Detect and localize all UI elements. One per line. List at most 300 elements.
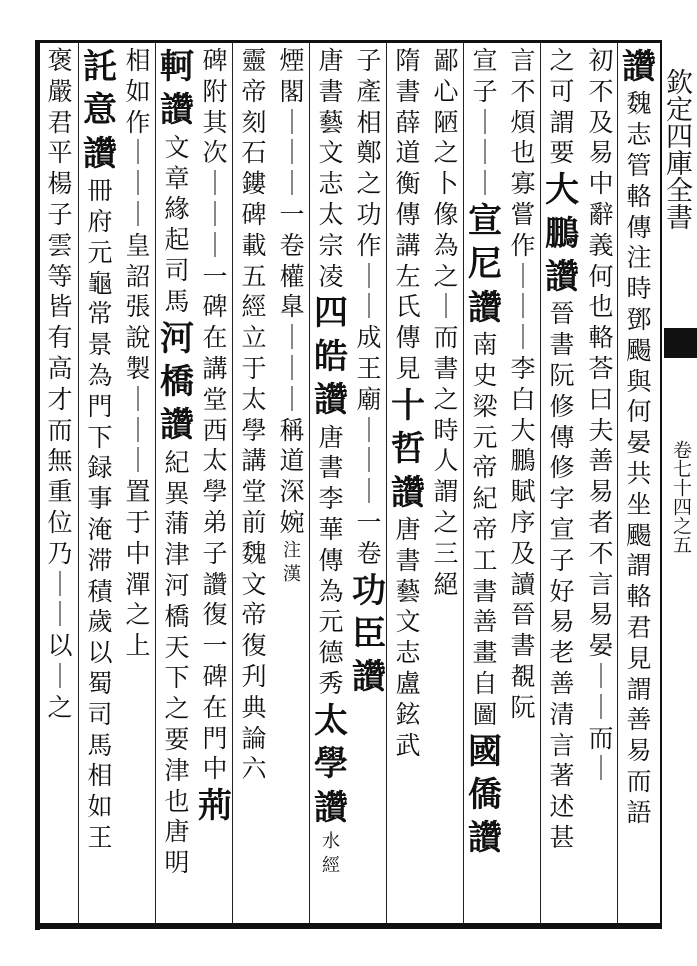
character: 帝 — [472, 514, 498, 544]
character: 功 — [356, 199, 382, 229]
character: 意 — [83, 90, 117, 131]
character: 語 — [626, 797, 652, 827]
character: 傳 — [549, 422, 575, 452]
character: 畫 — [472, 638, 498, 668]
character: 讀 — [510, 569, 536, 599]
character: 道 — [279, 446, 305, 476]
character: 河 — [164, 570, 190, 600]
character: 冊 — [87, 176, 113, 206]
character: 堂 — [202, 384, 228, 414]
text-column-12 — [197, 46, 233, 829]
character: 淹 — [87, 514, 113, 544]
frame-top-border — [35, 40, 662, 43]
character: 晏 — [626, 428, 652, 458]
text-column-8 — [351, 46, 387, 700]
text-column-3 — [544, 46, 580, 854]
character: 老 — [549, 638, 575, 668]
character: 隋 — [395, 46, 421, 75]
character: 者 — [588, 507, 614, 537]
character: 明 — [164, 848, 190, 878]
character: 西 — [202, 415, 228, 445]
character: ｜ — [356, 415, 382, 445]
character: 帝 — [241, 76, 267, 106]
character: 荅 — [588, 353, 614, 383]
character: 典 — [241, 692, 267, 722]
character: 馬 — [87, 730, 113, 760]
character: 龜 — [87, 268, 113, 298]
character: 緣 — [164, 194, 190, 224]
text-column-10 — [274, 46, 310, 587]
character: 楊 — [47, 169, 73, 199]
character: 碑 — [241, 199, 267, 229]
character: ｜ — [279, 107, 305, 137]
character: 之 — [433, 384, 459, 414]
character: ｜ — [202, 199, 228, 229]
character: ｜ — [510, 292, 536, 322]
character: 卜 — [433, 169, 459, 199]
character: 託 — [83, 47, 117, 87]
character: 下 — [164, 663, 190, 693]
character: 坐 — [626, 489, 652, 519]
character: 權 — [279, 261, 305, 291]
character: 中 — [125, 538, 151, 568]
character: 也 — [510, 138, 536, 168]
character: 易 — [549, 607, 575, 637]
character: 覩 — [510, 661, 536, 691]
character: 不 — [588, 76, 614, 106]
character: 君 — [47, 107, 73, 137]
character: 常 — [87, 299, 113, 329]
character: 傳 — [395, 323, 421, 353]
character: 文 — [164, 132, 190, 162]
character: 阮 — [549, 360, 575, 390]
text-column-5 — [467, 46, 503, 861]
character: 李 — [318, 484, 344, 514]
character: ｜ — [510, 323, 536, 353]
character: 南 — [472, 330, 498, 360]
character: 于 — [125, 507, 151, 537]
character: 見 — [395, 353, 421, 383]
character: ｜ — [47, 600, 73, 630]
character: 馬 — [164, 286, 190, 316]
character: 善 — [472, 607, 498, 637]
character: 録 — [87, 453, 113, 483]
character: 心 — [433, 76, 459, 106]
character: 梁 — [472, 391, 498, 421]
character: 颺 — [626, 520, 652, 550]
character: 易 — [588, 477, 614, 507]
character: 府 — [87, 206, 113, 236]
character: 立 — [241, 323, 267, 353]
character: 文 — [395, 607, 421, 637]
character: 史 — [472, 360, 498, 390]
character: 不 — [588, 538, 614, 568]
character: 紀 — [164, 447, 190, 477]
character: 學 — [314, 744, 348, 785]
character: 薛 — [395, 107, 421, 137]
character: 大 — [545, 170, 579, 211]
character: 一 — [202, 631, 228, 661]
character: 經 — [322, 854, 340, 876]
character: 讚 — [160, 405, 194, 446]
character: 時 — [433, 415, 459, 445]
character: 河 — [160, 318, 194, 359]
text-column-1 — [621, 46, 657, 829]
character: 易 — [588, 138, 614, 168]
character: 輅 — [626, 181, 652, 211]
character: 臣 — [352, 613, 386, 654]
character: ｜ — [125, 415, 151, 445]
character: 太 — [314, 700, 348, 741]
character: 書 — [318, 76, 344, 106]
character: 圖 — [472, 699, 498, 729]
character: ｜ — [472, 138, 498, 168]
character: 稱 — [279, 415, 305, 445]
text-column-14 — [120, 46, 156, 662]
character: 子 — [47, 199, 73, 229]
character: 太 — [318, 199, 344, 229]
character: 曰 — [588, 384, 614, 414]
character: 下 — [87, 422, 113, 452]
character: 不 — [510, 76, 536, 106]
character: 鵬 — [545, 213, 579, 254]
character: 讚 — [202, 569, 228, 599]
text-column-6 — [428, 46, 464, 600]
character: 景 — [87, 330, 113, 360]
text-column-7 — [390, 46, 426, 761]
character: 之 — [47, 692, 73, 722]
character: 碑 — [202, 661, 228, 691]
character: 婉 — [279, 507, 305, 537]
character: 序 — [510, 507, 536, 537]
character: 如 — [87, 792, 113, 822]
character: 魏 — [241, 538, 267, 568]
character: 傳 — [626, 212, 652, 242]
character: 堂 — [241, 477, 267, 507]
character: ｜ — [125, 169, 151, 199]
character: 載 — [241, 230, 267, 260]
character: 讚 — [622, 47, 656, 87]
character: 初 — [588, 46, 614, 75]
character: 水 — [322, 830, 340, 852]
character: 四 — [314, 293, 348, 334]
character: 雲 — [47, 230, 73, 260]
character: 廟 — [356, 384, 382, 414]
character: ｜ — [125, 384, 151, 414]
character: 褒 — [47, 46, 73, 75]
character: 藝 — [318, 107, 344, 137]
character: 要 — [164, 724, 190, 754]
character: 產 — [356, 76, 382, 106]
character: 唐 — [395, 514, 421, 544]
character: ｜ — [125, 446, 151, 476]
character: 書 — [395, 76, 421, 106]
character: 六 — [241, 754, 267, 784]
character: 製 — [125, 353, 151, 383]
character: 高 — [47, 353, 73, 383]
character: 紀 — [472, 484, 498, 514]
character: 嚴 — [47, 76, 73, 106]
character: ｜ — [356, 292, 382, 322]
character: 輅 — [626, 582, 652, 612]
character: 書 — [433, 353, 459, 383]
character: 工 — [472, 545, 498, 575]
character: 人 — [433, 446, 459, 476]
character: 太 — [202, 446, 228, 476]
character: 颺 — [626, 335, 652, 365]
character: 修 — [549, 391, 575, 421]
character: 鄧 — [626, 304, 652, 334]
character: 在 — [202, 323, 228, 353]
character: 左 — [395, 261, 421, 291]
character: 門 — [87, 391, 113, 421]
character: 于 — [241, 353, 267, 383]
character: 以 — [87, 638, 113, 668]
character: 之 — [549, 46, 575, 75]
character: 滞 — [87, 545, 113, 575]
character: 謂 — [549, 107, 575, 137]
character: 善 — [626, 705, 652, 735]
character: 道 — [395, 138, 421, 168]
character: 自 — [472, 668, 498, 698]
character: 門 — [202, 723, 228, 753]
character: 在 — [202, 692, 228, 722]
character: 時 — [626, 274, 652, 304]
character: 學 — [241, 415, 267, 445]
character: 津 — [164, 755, 190, 785]
character: 鏤 — [241, 169, 267, 199]
character: 好 — [549, 576, 575, 606]
character: 上 — [125, 631, 151, 661]
page-margin — [661, 40, 697, 929]
character: ｜ — [279, 138, 305, 168]
character: 有 — [47, 323, 73, 353]
character: 講 — [202, 353, 228, 383]
character: 傳 — [395, 199, 421, 229]
character: 太 — [241, 384, 267, 414]
character: 讚 — [314, 787, 348, 828]
character: 其 — [202, 107, 228, 137]
character: 國 — [468, 731, 502, 772]
character: 帝 — [472, 453, 498, 483]
character: 相 — [87, 761, 113, 791]
character: 等 — [47, 261, 73, 291]
character: 刻 — [241, 107, 267, 137]
character: 清 — [549, 699, 575, 729]
character: 津 — [164, 540, 190, 570]
character: 著 — [549, 761, 575, 791]
character: 五 — [241, 261, 267, 291]
character: 注 — [626, 243, 652, 273]
character: 一 — [279, 199, 305, 229]
character: ｜ — [356, 477, 382, 507]
character: 述 — [549, 792, 575, 822]
character: 而 — [433, 323, 459, 353]
character: 鵬 — [510, 446, 536, 476]
character: 書 — [318, 453, 344, 483]
character: 學 — [202, 477, 228, 507]
character: 衡 — [395, 169, 421, 199]
character: 夫 — [588, 415, 614, 445]
character: 詔 — [125, 261, 151, 291]
character: 平 — [47, 138, 73, 168]
character: 寡 — [510, 169, 536, 199]
character: 善 — [549, 668, 575, 698]
character: 書 — [510, 631, 536, 661]
character: 復 — [202, 600, 228, 630]
character: 書 — [395, 545, 421, 575]
text-column-15 — [82, 46, 118, 854]
character: 前 — [241, 507, 267, 537]
character: 見 — [626, 643, 652, 673]
character: 之 — [125, 600, 151, 630]
character: 志 — [318, 169, 344, 199]
character: 重 — [47, 477, 73, 507]
character: 子 — [472, 76, 498, 106]
character: 言 — [549, 730, 575, 760]
character: 三 — [433, 538, 459, 568]
character: 唐 — [164, 817, 190, 847]
character: 唐 — [318, 422, 344, 452]
character: 天 — [164, 632, 190, 662]
character: 華 — [318, 514, 344, 544]
character: 子 — [549, 545, 575, 575]
character: 碑 — [202, 46, 228, 75]
character: 之 — [356, 169, 382, 199]
character: 鄭 — [356, 138, 382, 168]
character: 傳 — [318, 545, 344, 575]
character: 文 — [318, 138, 344, 168]
character: 李 — [510, 353, 536, 383]
character: 位 — [47, 507, 73, 537]
character: ｜ — [588, 692, 614, 722]
character: 次 — [202, 138, 228, 168]
character: 嘗 — [510, 199, 536, 229]
character: 弟 — [202, 507, 228, 537]
character: 乃 — [47, 538, 73, 568]
character: 石 — [241, 138, 267, 168]
character: 書 — [549, 330, 575, 360]
character: 說 — [125, 323, 151, 353]
character: 蜀 — [87, 668, 113, 698]
character: 論 — [241, 723, 267, 753]
character: 臯 — [279, 292, 305, 322]
character: 卷 — [356, 538, 382, 568]
character: 司 — [87, 699, 113, 729]
character: 煩 — [510, 107, 536, 137]
character: 讚 — [160, 90, 194, 131]
character: 經 — [241, 292, 267, 322]
character: 之 — [164, 694, 190, 724]
character: ｜ — [472, 107, 498, 137]
character: 宣 — [549, 514, 575, 544]
character: 十 — [391, 385, 425, 426]
character: 阮 — [510, 692, 536, 722]
character: 唐 — [318, 46, 344, 75]
character: 晉 — [549, 299, 575, 329]
column-rule — [78, 43, 79, 923]
character: 元 — [318, 607, 344, 637]
character: 潬 — [125, 569, 151, 599]
character: 司 — [164, 255, 190, 285]
character: 尼 — [468, 244, 502, 285]
character: 言 — [588, 569, 614, 599]
character: 成 — [356, 323, 382, 353]
character: ｜ — [279, 169, 305, 199]
character: 武 — [395, 730, 421, 760]
text-column-9 — [313, 46, 349, 878]
character: 卷 — [279, 230, 305, 260]
character: 帝 — [241, 600, 267, 630]
character: 宗 — [318, 230, 344, 260]
character: 講 — [241, 446, 267, 476]
character: 藝 — [395, 576, 421, 606]
character: ｜ — [510, 261, 536, 291]
character: 皓 — [314, 336, 348, 377]
character: 凌 — [318, 261, 344, 291]
character: 相 — [356, 107, 382, 137]
character: 橋 — [160, 361, 194, 402]
character: 志 — [395, 638, 421, 668]
character: ｜ — [47, 569, 73, 599]
character: 皆 — [47, 292, 73, 322]
character: 一 — [202, 261, 228, 291]
text-column-16 — [42, 46, 78, 724]
character: 才 — [47, 384, 73, 414]
character: 與 — [626, 366, 652, 396]
character: 置 — [125, 477, 151, 507]
character: 晏 — [588, 631, 614, 661]
character: ｜ — [588, 754, 614, 784]
character: 也 — [588, 292, 614, 322]
character: 漢 — [283, 563, 301, 585]
character: ｜ — [202, 169, 228, 199]
character: 德 — [318, 638, 344, 668]
character: ｜ — [279, 384, 305, 414]
character: 共 — [626, 458, 652, 488]
character: 積 — [87, 576, 113, 606]
character: 閣 — [279, 76, 305, 106]
character: 讚 — [314, 380, 348, 421]
character: 魏 — [626, 89, 652, 119]
character: 何 — [588, 261, 614, 291]
character: 宣 — [472, 46, 498, 75]
text-column-4 — [505, 46, 541, 724]
character: 章 — [164, 163, 190, 193]
text-column-11 — [236, 46, 272, 785]
character: 功 — [352, 570, 386, 611]
character: 讚 — [352, 657, 386, 698]
character: 陋 — [433, 107, 459, 137]
character: 秀 — [318, 668, 344, 698]
character: 易 — [588, 600, 614, 630]
character: 鉉 — [395, 699, 421, 729]
character: 易 — [626, 736, 652, 766]
character: 輅 — [588, 323, 614, 353]
character: 為 — [433, 230, 459, 260]
character: 辭 — [588, 199, 614, 229]
character: 張 — [125, 292, 151, 322]
character: 起 — [164, 225, 190, 255]
character: 盧 — [395, 668, 421, 698]
character: 讚 — [545, 256, 579, 297]
text-column-13 — [159, 46, 195, 879]
character: 白 — [510, 384, 536, 414]
character: ｜ — [356, 261, 382, 291]
character: 而 — [626, 766, 652, 796]
character: 讚 — [468, 818, 502, 859]
character: 及 — [510, 538, 536, 568]
